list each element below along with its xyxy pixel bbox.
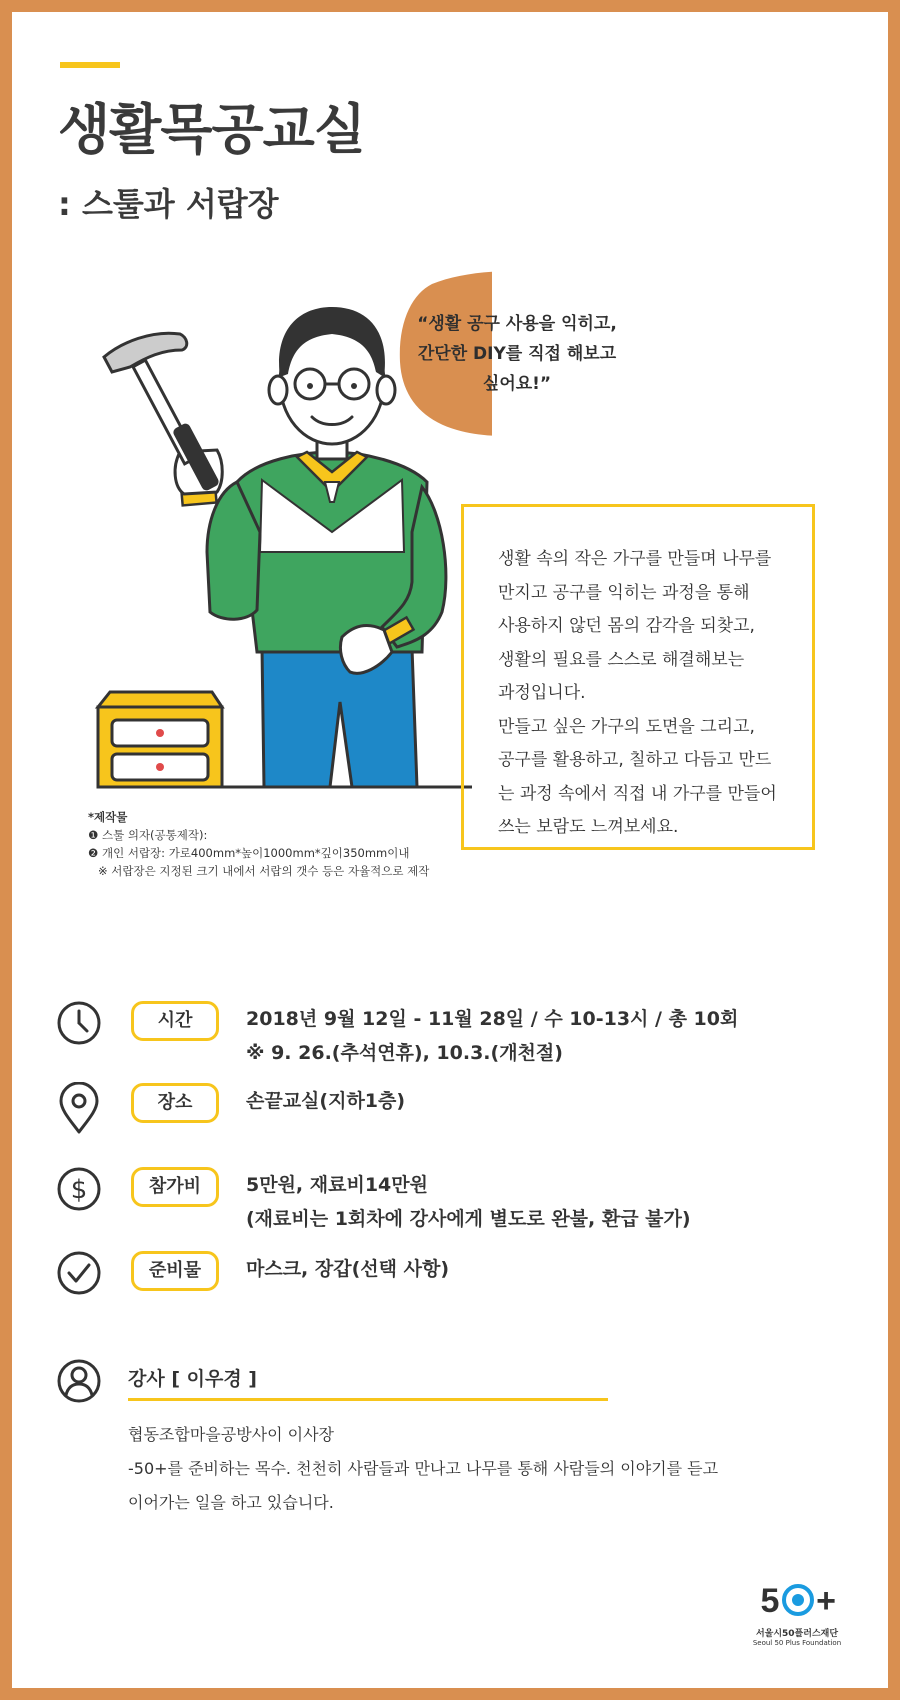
instructor-bio-line: -50+를 준비하는 목수. 천천히 사람들과 만나고 나무를 통해 사람들의 이야기를 듣고 — [128, 1459, 719, 1478]
quote-line: 싶어요!” — [482, 374, 552, 394]
description-line: 생활의 필요를 스스로 해결해보는 — [498, 649, 745, 670]
poster-page — [12, 12, 888, 1688]
fee-value — [246, 1168, 691, 1236]
prep-label: 준비물 — [131, 1251, 219, 1291]
notes-item: ❶ 스툴 의자(공통제작): — [88, 828, 208, 842]
drawer-cabinet — [98, 692, 222, 787]
description-line: 쓰는 보람도 느껴보세요. — [498, 817, 679, 837]
description-line: 과정입니다. — [498, 683, 586, 703]
fee-value-line2: (재료비는 1회차에 강사에게 별도로 완불, 환급 불가) — [246, 1208, 691, 1230]
instructor-bio-line: 협동조합마을공방사이 이사장 — [128, 1425, 335, 1444]
logo-mark — [752, 1578, 842, 1620]
production-notes — [88, 808, 429, 880]
prep-value: 마스크, 장갑(선택 사항) — [246, 1258, 450, 1280]
instructor-bio-line: 이어가는 일을 하고 있습니다. — [128, 1493, 334, 1512]
location-pin-icon — [56, 1082, 102, 1134]
description-line: 사용하지 않던 몸의 감각을 되찾고, — [498, 616, 755, 636]
notes-item: ❷ 개인 서랍장: 가로400mm*높이1000mm*깊이350mm이내 — [88, 846, 410, 860]
quote-line: 간단한 DIY를 직접 해보고 — [417, 344, 617, 364]
description-box — [461, 504, 815, 850]
place-value: 손끝교실(지하1층) — [246, 1090, 406, 1112]
time-label: 시간 — [131, 1001, 219, 1041]
time-value-line2: ※ 9. 26.(추석연휴), 10.3.(개천절) — [246, 1042, 563, 1064]
logo-mark-right: + — [816, 1582, 836, 1620]
description-line: 만들고 싶은 가구의 도면을 그리고, — [498, 716, 755, 737]
instructor-heading: 강사 [ 이우경 ] — [128, 1368, 257, 1390]
logo-name-en: Seoul 50 Plus Foundation — [752, 1639, 842, 1647]
title-accent-bar — [60, 62, 120, 68]
check-icon — [56, 1250, 102, 1296]
description-line: 공구를 활용하고, 칠하고 다듬고 만드 — [498, 750, 772, 770]
page-title: 생활목공교실 — [58, 98, 365, 161]
page-subtitle: : 스툴과 서랍장 — [58, 185, 279, 223]
description-line: 는 과정 속에서 직접 내 가구를 만들어 — [498, 783, 777, 804]
quote-line: “생활 공구 사용을 익히고, — [417, 314, 617, 334]
logo-name-ko: 서울시50플러스재단 — [755, 1629, 839, 1639]
place-label: 장소 — [131, 1083, 219, 1123]
time-value — [246, 1002, 738, 1070]
svg-text:$: $ — [70, 1175, 88, 1205]
foundation-logo — [742, 1578, 852, 1647]
instructor-bio — [128, 1418, 718, 1520]
notes-item: ※ 서랍장은 지정된 크기 내에서 서랍의 갯수 등은 자율적으로 제작 — [98, 864, 430, 878]
hammer — [104, 333, 220, 492]
speech-bubble-text — [387, 309, 647, 399]
time-value-line1: 2018년 9월 12일 - 11월 28일 / 수 10-13시 / 총 10회 — [246, 1008, 739, 1030]
notes-heading: *제작물 — [88, 810, 128, 824]
logo-mark-left: 5 — [760, 1582, 780, 1620]
person-icon — [56, 1358, 102, 1404]
fee-label: 참가비 — [131, 1167, 219, 1207]
instructor-divider — [128, 1398, 608, 1401]
fee-value-line1: 5만원, 재료비14만원 — [246, 1174, 428, 1196]
clock-icon — [56, 1000, 102, 1046]
dollar-icon — [56, 1166, 102, 1212]
description-line: 생활 속의 작은 가구를 만들며 나무를 — [498, 549, 772, 569]
description-line: 만지고 공구를 익히는 과정을 통해 — [498, 582, 750, 603]
